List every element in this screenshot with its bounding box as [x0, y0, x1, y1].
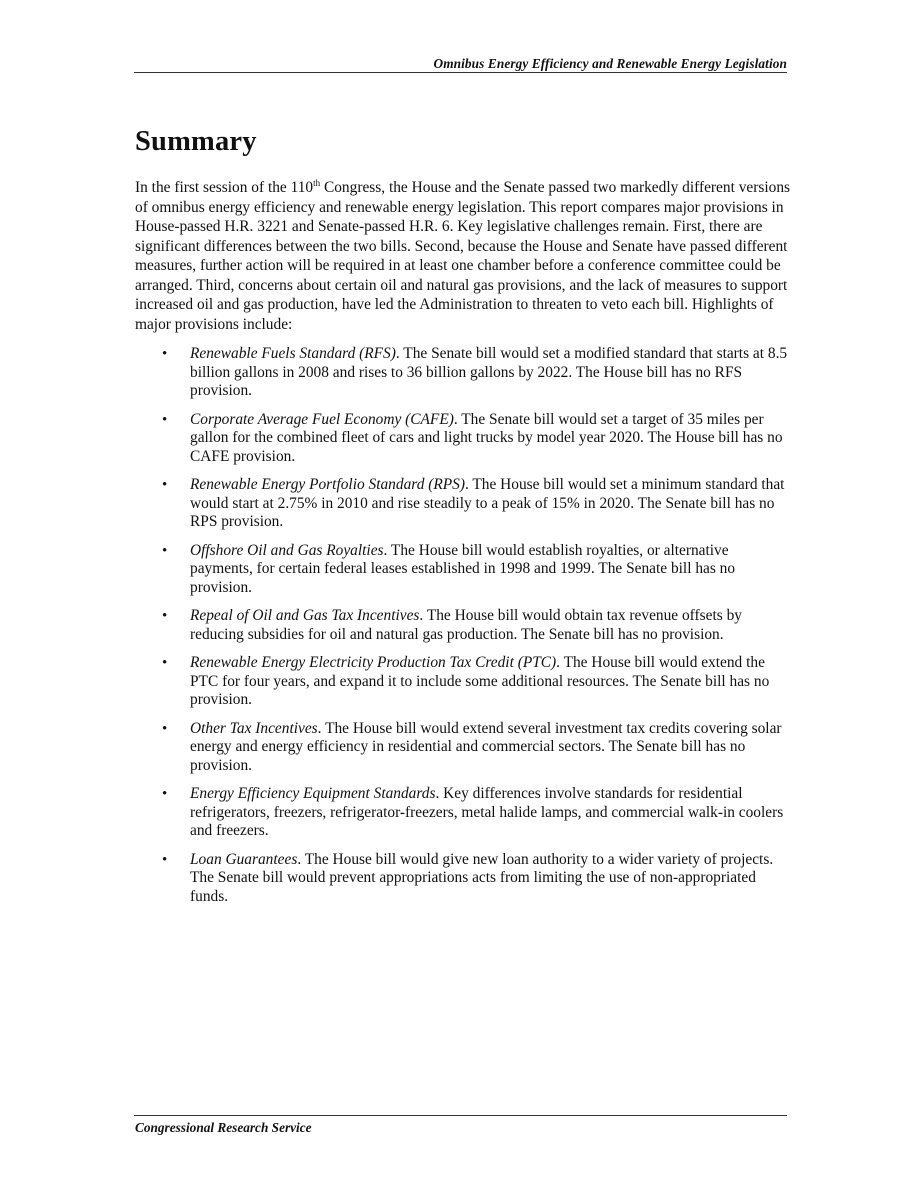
list-item — [135, 542, 795, 598]
provision-text: . The House bill would extend several investment tax credits covering solar energy and energy efficiency in residential and commercial sectors. The Senate bill has no provision. — [190, 719, 782, 774]
provision-text: . The House bill would give new loan authority to a wider variety of projects. The Senate bill would prevent appropriations acts from limiting the use of non-appropriated funds. — [190, 850, 774, 905]
list-item — [135, 345, 795, 401]
list-item — [135, 607, 795, 644]
provision-term: Offshore Oil and Gas Royalties — [190, 541, 384, 559]
bullet-icon: • — [162, 851, 168, 868]
provision-term: Renewable Energy Electricity Production Tax Credit (PTC) — [190, 654, 557, 671]
provision-term: Other Tax Incentives — [190, 719, 318, 737]
provision-text: . The House bill would extend the PTC for four years, and expand it to include some additional resources. The Senate bill has no provision. — [190, 654, 770, 708]
provision-text: . The Senate bill would set a target of 35 miles per gallon for the combined fleet of cars and light trucks by model year 2020. The House bill has no CAFE provision. — [190, 410, 783, 465]
bullet-icon: • — [162, 346, 168, 362]
provision-text: . The House bill would obtain tax revenue offsets by reducing subsidies for oil and natural gas production. The Senate bill has no provision. — [190, 607, 742, 643]
list-item — [135, 851, 795, 907]
provision-term: Repeal of Oil and Gas Tax Incentives — [190, 607, 420, 624]
provision-term: Loan Guarantees — [190, 850, 298, 868]
bullet-icon: • — [162, 477, 168, 493]
list-item — [135, 720, 795, 776]
provision-text: . Key differences involve standards for residential refrigerators, freezers, refrigerator-freezers, metal halide lamps, and commercial walk-in coolers and freezers. — [190, 785, 784, 839]
bullet-icon: • — [162, 608, 168, 624]
bullet-icon: • — [162, 655, 168, 671]
provision-text: . The House bill would establish royalties, or alternative payments, for certain federal leases established in 1998 and 1999. The Senate bill has no provision. — [190, 541, 736, 596]
list-item — [135, 654, 795, 710]
list-item — [135, 411, 795, 467]
intro-text-start: In the first session of the 110 — [135, 179, 314, 196]
provision-term: Energy Efficiency Equipment Standards — [190, 785, 436, 802]
bullet-icon: • — [162, 542, 168, 559]
bullet-icon: • — [162, 720, 168, 737]
footer-rule — [134, 1115, 787, 1116]
running-header: Omnibus Energy Efficiency and Renewable Energy Legislation — [433, 56, 787, 71]
intro-superscript: th — [313, 178, 321, 188]
provisions-list — [135, 345, 795, 916]
footer-source: Congressional Research Service — [135, 1120, 312, 1135]
bullet-icon: • — [162, 786, 168, 802]
provision-term: Corporate Average Fuel Economy (CAFE) — [190, 410, 454, 428]
header-rule — [134, 72, 787, 73]
provision-term: Renewable Energy Portfolio Standard (RPS) — [190, 476, 465, 493]
list-item — [135, 476, 795, 532]
list-item — [135, 785, 795, 841]
page-title: Summary — [135, 126, 257, 157]
provision-text: . The Senate bill would set a modified standard that starts at 8.5 billion gallons in 2008 and rises to 36 billion gallons by 2022. The House bill has no RFS provision. — [190, 345, 788, 399]
bullet-icon: • — [162, 411, 168, 428]
intro-paragraph — [135, 178, 795, 334]
provision-text: . The House bill would set a minimum standard that would start at 2.75% in 2010 and rise steadily to a peak of 15% in 2020. The Senate bill has no RPS provision. — [190, 476, 785, 530]
provision-term: Renewable Fuels Standard (RFS) — [190, 345, 396, 362]
intro-text-rest: Congress, the House and the Senate passed two markedly different versions of omnibus energy efficiency and renewable energy legislation. This report compares major provisions in House-passed H.R. 3221 and Senate-passed H.R. 6. Key legislative challenges remain. First, there are significant differences between the two bills. Second, because the House and Senate have passed different measures, further action will be required in at least one chamber before a conference committee could be arranged. Third, concerns about certain oil and natural gas provisions, and the lack of measures to support increased oil and gas production, have led the Administration to threaten to veto each bill. Highlights of major provisions include: — [135, 179, 790, 333]
